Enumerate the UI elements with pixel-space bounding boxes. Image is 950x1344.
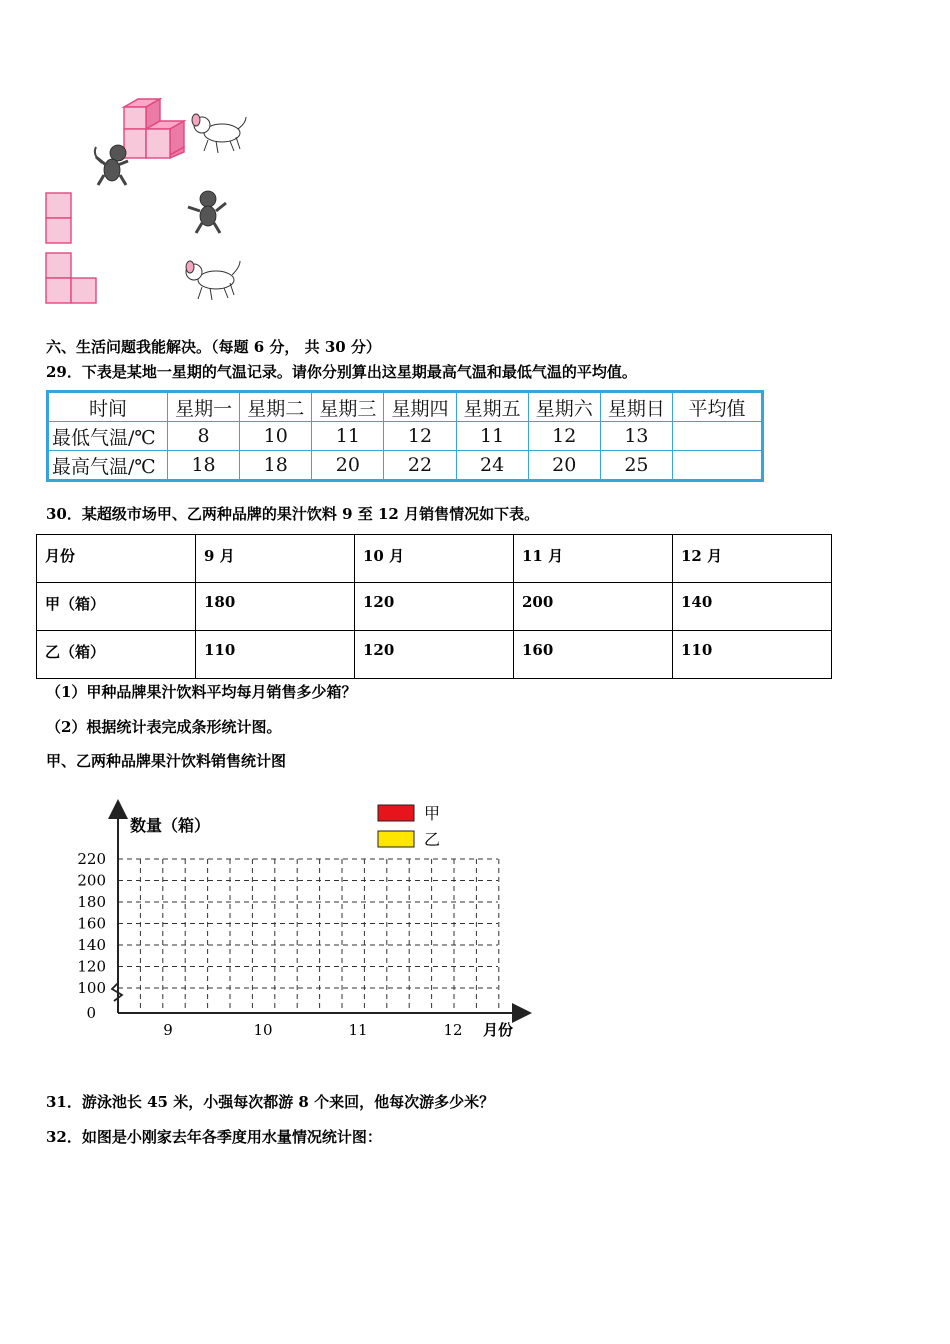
sales-table bbox=[36, 534, 832, 679]
table-row bbox=[37, 631, 832, 679]
header-cell: 月份 bbox=[37, 535, 196, 583]
question-29-text: 29．下表是某地一星期的气温记录。请你分别算出这星期最高气温和最低气温的平均值。 bbox=[46, 363, 637, 381]
table-row bbox=[48, 451, 763, 481]
table-cell: 22 bbox=[384, 451, 456, 481]
question-30-sub-1: （1）甲种品牌果汁饮料平均每月销售多少箱？ bbox=[46, 683, 357, 701]
cube-figure bbox=[40, 95, 270, 310]
y-tick-label: 200 bbox=[77, 871, 106, 890]
table-header-row bbox=[37, 535, 832, 583]
table-cell: 20 bbox=[312, 451, 384, 481]
row-label: 乙（箱） bbox=[37, 631, 196, 679]
row-label: 最低气温/℃ bbox=[48, 422, 168, 451]
question-32-text: 32．如图是小刚家去年各季度用水量情况统计图： bbox=[46, 1128, 382, 1146]
table-cell: 110 bbox=[196, 631, 355, 679]
x-tick-labels bbox=[163, 1021, 462, 1039]
legend-label-yi: 乙 bbox=[424, 830, 441, 849]
legend-swatch-yi bbox=[378, 831, 414, 847]
table-cell: 180 bbox=[196, 583, 355, 631]
y-tick-label: 160 bbox=[77, 914, 106, 933]
y-tick-label: 220 bbox=[77, 850, 106, 868]
table-cell: 120 bbox=[355, 583, 514, 631]
y-tick-label: 180 bbox=[77, 893, 106, 911]
table-cell: 200 bbox=[514, 583, 673, 631]
header-cell: 星期三 bbox=[312, 392, 384, 422]
monkey-icon bbox=[188, 191, 226, 233]
table-cell: 120 bbox=[355, 631, 514, 679]
table-cell: 12 bbox=[384, 422, 456, 451]
question-31-text: 31．游泳池长 45 米，小强每次都游 8 个来回，他每次游多少米？ bbox=[46, 1093, 495, 1111]
section-6-heading: 六、生活问题我能解决。（每题 6 分， 共 30 分） bbox=[46, 338, 381, 356]
dog-icon bbox=[192, 114, 246, 153]
header-cell: 星期一 bbox=[168, 392, 240, 422]
table-cell: 12 bbox=[528, 422, 600, 451]
y-tick-label: 140 bbox=[77, 936, 106, 954]
x-tick-label: 10 bbox=[253, 1021, 273, 1039]
table-cell: 160 bbox=[514, 631, 673, 679]
table-row bbox=[48, 422, 763, 451]
y-tick-label: 100 bbox=[77, 979, 106, 997]
table-cell: 20 bbox=[528, 451, 600, 481]
table-cell: 11 bbox=[312, 422, 384, 451]
dog-icon bbox=[186, 261, 240, 300]
header-cell: 星期日 bbox=[600, 392, 672, 422]
table-cell: 25 bbox=[600, 451, 672, 481]
table-cell: 13 bbox=[600, 422, 672, 451]
view-l-shape bbox=[46, 253, 96, 303]
table-cell: 110 bbox=[673, 631, 832, 679]
table-cell: 18 bbox=[168, 451, 240, 481]
table-row bbox=[37, 583, 832, 631]
chart-grid bbox=[118, 859, 499, 1013]
header-cell: 11 月 bbox=[514, 535, 673, 583]
table-header-row bbox=[48, 392, 763, 422]
table-cell: 8 bbox=[168, 422, 240, 451]
row-label: 最高气温/℃ bbox=[48, 451, 168, 481]
header-cell: 星期五 bbox=[456, 392, 528, 422]
question-30-sub-2: （2）根据统计表完成条形统计图。 bbox=[46, 718, 282, 736]
monkey-icon bbox=[95, 145, 128, 185]
temperature-table bbox=[46, 390, 764, 482]
header-cell: 星期二 bbox=[240, 392, 312, 422]
y-axis-label: 数量（箱） bbox=[130, 816, 211, 835]
y-tick-label: 0 bbox=[86, 1004, 96, 1022]
average-answer-cell[interactable] bbox=[673, 422, 763, 451]
y-tick-labels bbox=[77, 850, 106, 1022]
average-answer-cell[interactable] bbox=[673, 451, 763, 481]
y-tick-label: 120 bbox=[77, 957, 106, 976]
table-cell: 140 bbox=[673, 583, 832, 631]
header-cell: 时间 bbox=[48, 392, 168, 422]
cube-stack-3d bbox=[124, 99, 184, 158]
question-30-text: 30．某超级市场甲、乙两种品牌的果汁饮料 9 至 12 月销售情况如下表。 bbox=[46, 505, 540, 523]
view-two-stacked bbox=[46, 193, 71, 243]
header-cell: 9 月 bbox=[196, 535, 355, 583]
bar-chart[interactable] bbox=[60, 795, 540, 1050]
header-cell: 10 月 bbox=[355, 535, 514, 583]
x-tick-label: 9 bbox=[163, 1021, 173, 1039]
table-cell: 18 bbox=[240, 451, 312, 481]
x-axis-label: 月份 bbox=[483, 1021, 514, 1039]
table-cell: 11 bbox=[456, 422, 528, 451]
table-cell: 10 bbox=[240, 422, 312, 451]
x-tick-label: 12 bbox=[443, 1021, 463, 1039]
chart-caption: 甲、乙两种品牌果汁饮料销售统计图 bbox=[46, 752, 287, 770]
header-cell: 星期四 bbox=[384, 392, 456, 422]
table-cell: 24 bbox=[456, 451, 528, 481]
legend-label-jia: 甲 bbox=[424, 804, 441, 823]
legend-swatch-jia bbox=[378, 805, 414, 821]
row-label: 甲（箱） bbox=[37, 583, 196, 631]
header-cell: 平均值 bbox=[673, 392, 763, 422]
header-cell: 星期六 bbox=[528, 392, 600, 422]
header-cell: 12 月 bbox=[673, 535, 832, 583]
x-tick-label: 11 bbox=[348, 1021, 368, 1039]
